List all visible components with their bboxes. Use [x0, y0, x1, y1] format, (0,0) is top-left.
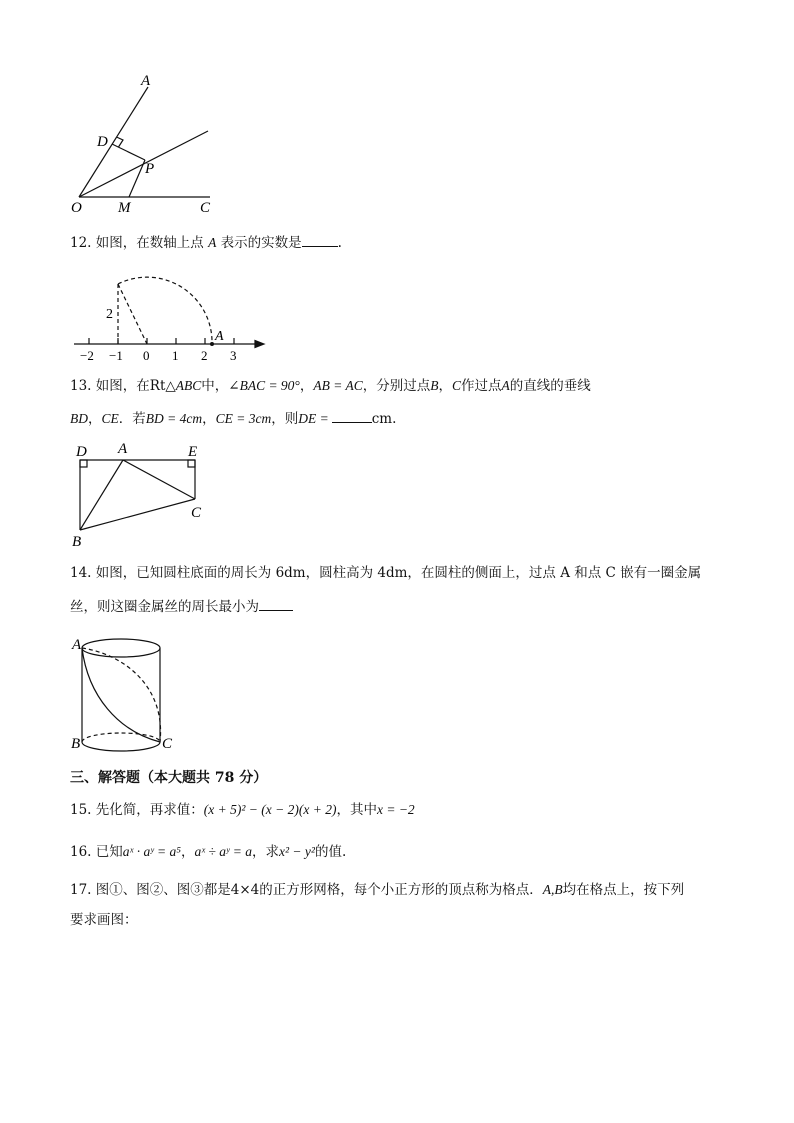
wire-front	[82, 648, 160, 742]
cylinder-top	[82, 639, 160, 657]
label-b: B	[72, 534, 82, 550]
tick-label: 3	[230, 348, 237, 363]
segment-pm	[129, 160, 145, 197]
answer-blank[interactable]	[259, 596, 293, 611]
question-text: ，分别过点	[362, 378, 431, 394]
segment-ac	[123, 460, 195, 499]
question-text: 如图，在	[95, 378, 150, 394]
ray-oa	[79, 87, 148, 197]
cylinder-bottom-front	[82, 742, 160, 751]
question-text: 的值.	[314, 844, 347, 860]
question-text: 的正方形网格，每个小正方形的顶点称为格点．	[259, 882, 543, 898]
question-end: .	[337, 235, 342, 251]
segment-ab	[80, 460, 123, 530]
label-c: C	[162, 736, 173, 752]
label-b: B	[71, 736, 81, 752]
question-text: ，求	[252, 844, 279, 860]
label-a: A	[141, 73, 151, 89]
question-13-line-1	[70, 376, 591, 396]
question-12	[70, 232, 342, 253]
question-text: 作过点	[460, 378, 502, 394]
question-14-line-2	[70, 596, 293, 617]
question-17-line-2	[70, 910, 138, 930]
condition: x = −2	[376, 802, 415, 817]
label-o: O	[71, 200, 82, 216]
question-number: 13.	[70, 378, 92, 394]
height-label: 2	[106, 307, 113, 322]
label-c: C	[200, 200, 211, 216]
label-p: P	[145, 161, 155, 177]
tick-label: 2	[201, 348, 208, 363]
label-a: A	[72, 637, 82, 653]
question-text: 图①、图②、图③都是	[95, 882, 231, 898]
label-a: A	[118, 441, 128, 457]
question-13-line-2	[70, 408, 396, 429]
question-text: 已知	[95, 844, 123, 860]
question-number: 12.	[70, 235, 92, 251]
expression-3: x² − y²	[279, 844, 315, 859]
question-14-line-1	[70, 563, 701, 583]
label-c: C	[191, 505, 202, 521]
unit: cm.	[371, 411, 397, 427]
question-text: 如图，已知圆柱底面的周长为 6dm，圆柱高为 4dm，在圆柱的侧面上，过点 A 和点 C 嵌有一圈金属	[95, 565, 702, 581]
point-b: B	[430, 378, 439, 393]
question-text: 均在格点上，按下列	[562, 882, 685, 898]
grid-size: 4×4	[230, 882, 260, 898]
question-text: 要求画图：	[70, 912, 138, 928]
figure-cylinder	[68, 626, 188, 758]
tick-label: 0	[143, 348, 150, 363]
right-angle-mark	[117, 137, 124, 147]
answer-blank[interactable]	[302, 232, 338, 247]
right-angle-mark-d	[80, 460, 87, 467]
question-text: 丝，则这圈金属丝的周长最小为	[70, 599, 259, 615]
tick-label: −1	[109, 348, 123, 363]
figure-triangle-perpendiculars	[68, 438, 218, 553]
question-text: 如图，在数轴上点	[95, 235, 204, 251]
triangle-name: ABC	[175, 378, 202, 393]
section-title: 三、解答题（本大题共 78 分）	[70, 770, 268, 786]
side-condition: AB = AC	[313, 378, 363, 393]
question-17-line-1	[70, 880, 684, 900]
segment-ce: CE	[101, 411, 119, 426]
question-text: ，	[438, 378, 452, 394]
answer-blank[interactable]	[332, 408, 372, 423]
point-a: A	[501, 378, 510, 393]
point-name: A	[208, 235, 217, 250]
question-text: ，	[202, 411, 216, 427]
question-text: 的直线的垂线	[509, 378, 591, 394]
question-text: ，	[299, 378, 314, 394]
wire-back	[82, 648, 161, 742]
question-text: 先化简，再求值：	[95, 802, 204, 818]
expression-2: aˣ ÷ aʸ = a	[194, 844, 252, 859]
segment-bd: BD	[70, 411, 88, 426]
axis-arrow	[255, 341, 264, 348]
cylinder-bottom-back	[82, 733, 160, 742]
question-text: ．若	[118, 411, 146, 427]
ce-value: CE = 3cm	[215, 411, 272, 426]
question-number: 15.	[70, 802, 92, 818]
question-text: ，则	[271, 411, 299, 427]
label-d: D	[76, 444, 87, 460]
segment-dp	[112, 144, 145, 160]
label-e: E	[188, 444, 198, 460]
angle-condition: ∠BAC = 90°	[228, 378, 300, 393]
question-number: 17.	[70, 882, 92, 898]
dashed-arc	[118, 277, 212, 344]
question-number: 14.	[70, 565, 92, 581]
point-a-label: A	[215, 329, 224, 344]
label-d: D	[97, 134, 108, 150]
question-text: 中，	[201, 378, 229, 394]
question-16	[70, 842, 346, 862]
label-m: M	[118, 200, 131, 216]
segment-bc	[80, 499, 195, 530]
tick-label: −2	[80, 348, 94, 363]
separator: ，	[180, 844, 195, 860]
question-15	[70, 800, 415, 820]
point-a-dot	[210, 342, 214, 346]
right-angle-mark-e	[188, 460, 195, 467]
tick-label: 1	[172, 348, 179, 363]
question-text: ，其中	[336, 802, 377, 818]
bd-value: BD = 4cm	[145, 411, 203, 426]
de-expression: DE =	[298, 411, 329, 426]
dashed-hypotenuse	[118, 284, 147, 344]
rt-triangle: Rt△	[149, 378, 176, 394]
figure-angle-bisector	[60, 68, 220, 218]
question-number: 16.	[70, 844, 92, 860]
point-c: C	[451, 378, 461, 393]
question-text: 表示的实数是	[220, 235, 302, 251]
figure-number-line	[68, 268, 278, 368]
expression-1: aˣ · aʸ = a⁵	[122, 844, 181, 859]
points-ab: A,B	[542, 882, 563, 897]
expression: (x + 5)² − (x − 2)(x + 2)	[203, 802, 337, 817]
question-text: ，	[88, 411, 102, 427]
